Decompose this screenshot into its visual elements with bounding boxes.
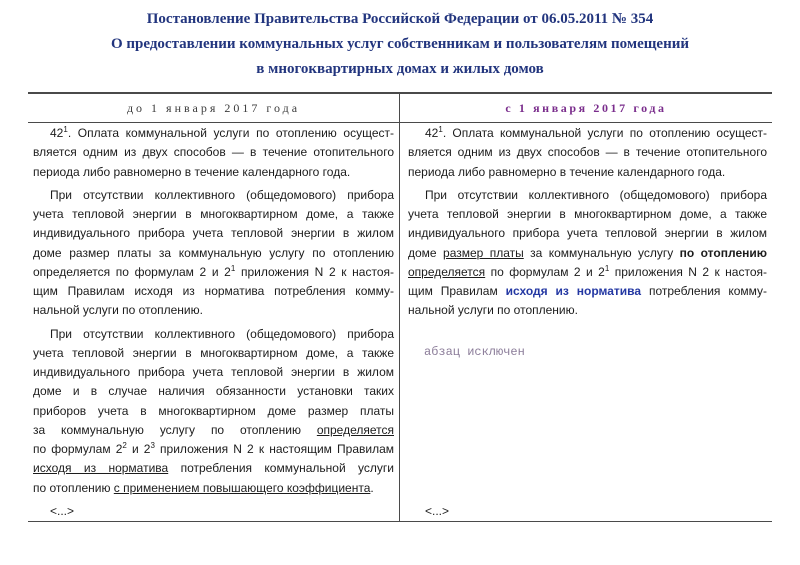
text-line: [33, 124, 394, 143]
paragraph: [33, 124, 394, 182]
text-run: При отсутствии коллективного (общедомового) прибора: [50, 187, 394, 202]
text-run: учета тепловой энергии в многоквартирном доме, а также: [408, 207, 767, 221]
underlined-text: исходя из норматива: [33, 461, 169, 476]
text-run: 42: [425, 126, 439, 140]
text-run: .: [370, 480, 374, 495]
text-line: [33, 382, 394, 401]
text-run: по формулам 2: [33, 442, 123, 456]
underlined-text: с применением повышающего коэффициента: [113, 480, 371, 495]
excluded-paragraph-note: абзац исключен: [424, 344, 525, 359]
text-line: [408, 205, 767, 224]
title-line-1: Постановление Правительства Российской Федерации от 06.05.2011 № 354: [146, 11, 654, 27]
text-line: [33, 344, 394, 363]
highlighted-text: исходя из норматива: [505, 284, 642, 298]
text-line: [33, 459, 394, 478]
text-run: щим Правилам: [408, 284, 506, 298]
omission-marker: <...>: [425, 503, 450, 518]
text-line: [33, 186, 394, 205]
text-run: щим Правилам исходя из норматива потребления комму-: [33, 284, 394, 298]
text-run: вляется одним из двух способов — в течение отопительного: [33, 145, 394, 160]
text-run: нальной услуги по отоплению.: [408, 303, 578, 318]
text-line: [408, 224, 767, 243]
text-line: [33, 440, 394, 459]
text-run: 42: [50, 126, 64, 140]
text-run: приложения N 2 к настоя-: [235, 264, 395, 279]
text-line: [33, 282, 394, 301]
text-line: [33, 402, 394, 421]
text-line: [33, 263, 394, 282]
text-run: нальной услуги по отоплению.: [33, 303, 203, 318]
new-version-header: с 1 января 2017 года: [505, 101, 667, 115]
text-line: [408, 143, 767, 162]
text-line: [33, 143, 394, 162]
bold-text: по отоплению: [679, 245, 767, 260]
text-run: за коммунальную услугу: [523, 245, 680, 260]
superscript: 1: [63, 125, 68, 134]
table-body-row: [28, 123, 772, 521]
text-run: При отсутствии коллективного (общедомового) прибора: [425, 187, 767, 202]
text-line: [408, 163, 767, 182]
superscript: 1: [438, 125, 443, 134]
text-run: . Оплата коммунальной услуги по отоплению осущест-: [67, 126, 394, 140]
text-line: [33, 421, 394, 440]
superscript: 1: [230, 263, 236, 273]
text-run: приборов учета в многоквартирном доме размер платы: [33, 403, 394, 418]
old-version-header: до 1 января 2017 года: [28, 94, 400, 122]
comparison-table: [28, 92, 772, 522]
text-run: индивидуального прибора учета тепловой энергии в жилом: [408, 226, 767, 241]
text-run: учета тепловой энергии в многоквартирном доме, а также: [33, 207, 394, 221]
superscript: 1: [604, 263, 610, 273]
text-line: [33, 325, 394, 344]
paragraph: [33, 325, 394, 498]
text-run: приложения N 2 к настоящим Правилам: [154, 442, 395, 456]
text-run: индивидуального прибора учета тепловой энергии в жилом: [33, 226, 394, 241]
old-version-column: [28, 123, 400, 521]
text-line: [33, 363, 394, 382]
superscript: 2: [122, 441, 127, 450]
omission-marker: <...>: [50, 503, 75, 518]
text-run: и 2: [126, 442, 151, 456]
title-line-2: О предоставлении коммунальных услуг собственникам и пользователям помещений: [110, 36, 690, 52]
underlined-text: определяется: [316, 422, 394, 437]
new-version-column: [400, 123, 772, 521]
text-line: [408, 282, 767, 301]
document-title: [0, 7, 800, 82]
text-run: доме размер платы за коммунальную услугу по отоплению: [33, 245, 394, 260]
superscript: 3: [150, 441, 155, 450]
text-line: [33, 205, 394, 224]
text-run: за коммунальную услугу по отоплению: [33, 422, 317, 437]
text-run: периода либо равномерно в течение календарного года.: [408, 164, 726, 179]
text-line: [33, 479, 394, 498]
paragraph: [33, 186, 394, 321]
text-run: по отоплению: [33, 480, 114, 495]
text-run: вляется одним из двух способов — в течение отопительного: [408, 145, 767, 160]
text-run: . Оплата коммунальной услуги по отоплению осущест-: [442, 126, 767, 140]
text-run: по формулам 2 и 2: [485, 264, 605, 279]
underlined-text: размер платы: [443, 245, 524, 260]
text-run: индивидуального прибора учета тепловой энергии в жилом: [33, 365, 394, 379]
text-line: [33, 301, 394, 320]
text-run: учета тепловой энергии в многоквартирном доме, а также: [33, 345, 394, 360]
text-line: [408, 263, 767, 282]
text-run: потребления коммунальной услуги: [168, 461, 394, 476]
title-line-3: в многоквартирных домах и жилых домов: [256, 61, 544, 77]
underlined-text: определяется: [408, 264, 486, 279]
text-run: При отсутствии коллективного (общедомового) прибора: [50, 326, 394, 341]
text-run: периода либо равномерно в течение календарного года.: [33, 164, 351, 179]
text-line: [33, 163, 394, 182]
text-run: доме: [408, 245, 444, 260]
text-line: [408, 244, 767, 263]
text-line: [408, 186, 767, 205]
paragraph: [408, 186, 767, 321]
text-run: доме и в случае наличия обязанности установки таких: [33, 384, 394, 399]
text-line: [33, 224, 394, 243]
paragraph: [408, 124, 767, 182]
text-line: [408, 124, 767, 143]
text-line: [33, 244, 394, 263]
text-run: приложения N 2 к настоя-: [609, 264, 767, 279]
text-run: потребления комму-: [641, 284, 768, 298]
text-run: определяется по формулам 2 и 2: [33, 264, 231, 279]
table-header-row: [28, 94, 772, 123]
text-line: [408, 301, 767, 320]
